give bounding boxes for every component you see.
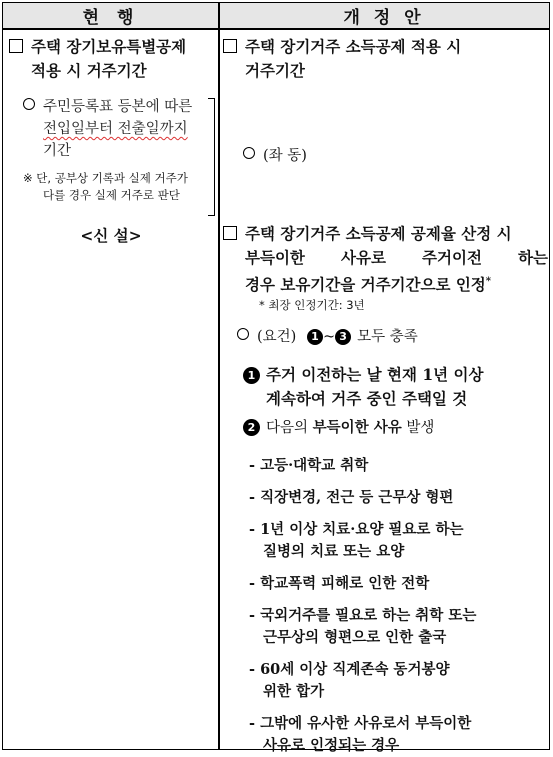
number-1-icon: 1 [307,329,323,345]
list-item: - 60세 이상 직계존속 동거봉양 위한 합가 [249,661,450,700]
number-3-icon: 3 [335,329,351,345]
right-requirements: (요건) 1 ~ 3 모두 충족 [237,326,418,348]
list-item: - 학교폭력 피해로 인한 전학 [249,575,430,592]
list-item: - 그밖에 유사한 사유로서 부득이한 사유로 인정되는 경우 [249,715,472,754]
left-sub-item: 주민등록표 등본에 따른 전입일부터 전출일까지 기간 [23,96,213,162]
list-item: - 직장변경, 전근 등 근무상 형편 [249,489,454,506]
right-reasons-list [249,455,549,757]
circle-bullet-icon [243,147,255,159]
bracket-icon [208,98,215,216]
right-item2: 주택 장기거주 소득공제 공제율 산정 시 부득이한 사유로 주거이전 하는 경우 보유기간을 거주기간으로 인정* [223,222,548,297]
header-current: 현 행 [3,3,219,30]
header-revision: 개 정 안 [219,3,549,30]
number-2-icon: 2 [243,419,260,436]
list-item: - 국외거주를 필요로 하는 취학 또는 근무상의 형편으로 인한 출국 [249,607,477,646]
number-1-icon: 1 [243,367,260,384]
right-item1: 주택 장기거주 소득공제 적용 시 거주기간 [223,35,548,83]
left-item-title: 주택 장기보유특별공제 적용 시 거주기간 [9,35,219,83]
list-item: - 고등·대학교 취학 [249,457,369,474]
right-condition-2: 2 다음의 부득이한 사유 발생 [243,417,548,439]
comparison-table [2,2,550,754]
left-new-label: <신 설> [80,226,142,245]
right-footnote: * 최장 인정기간: 3년 [259,298,365,312]
left-note: ※ 단, 공부상 기록과 실제 거주가 다를 경우 실제 거주로 판단 [23,171,188,202]
checkbox-square-icon [9,39,23,53]
circle-bullet-icon [237,328,249,340]
circle-bullet-icon [23,98,35,110]
column-divider [218,3,220,749]
checkbox-square-icon [223,226,237,240]
right-same-as: (좌 동) [243,145,307,167]
list-item: - 1년 이상 치료·요양 필요로 하는 질병의 치료 또는 요양 [249,521,464,560]
checkbox-square-icon [223,39,237,53]
right-condition-1: 1 주거 이전하는 날 현재 1년 이상 계속하여 거주 중인 주택일 것 [243,363,548,411]
